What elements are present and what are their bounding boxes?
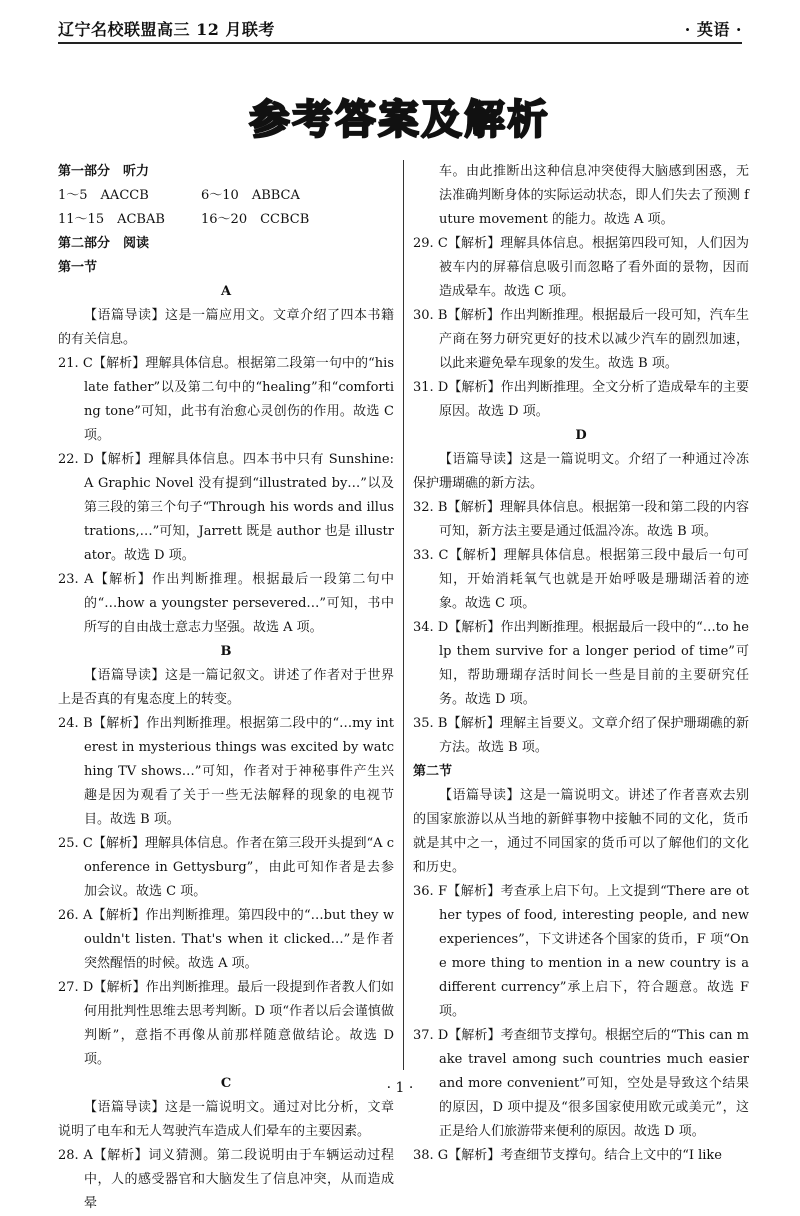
section2-heading: 第二节 [413,764,453,779]
answer-25: 25. C【解析】理解具体信息。作者在第三段开头提到“A conference in Gettysburg”，由此可知作者是去参加会议。故选 C 项。 [58,836,394,899]
answer-36: 36. F【解析】考查承上启下句。上文提到“There are other types of food, interesting people, and new experiences”，下文讲述各个国家的货币，F 项“One more thing to mention in a new country is a different currency”承上启下，符合题意。故选 F 项。 [413,884,749,1019]
page-title: 参考答案及解析 [249,97,551,143]
passage-c-heading: C [220,1076,232,1091]
answer-27: 27. D【解析】作出判断推理。最后一段提到作者教人们如何用批判性思维去思考判断。D 项“作者以后会谨慎做判断”，意指不再像从前那样随意做结论。故选 D 项。 [58,980,394,1067]
passage-a-heading: A [220,284,232,299]
header-exam-name: 辽宁名校联盟高三 12 月联考 [58,20,275,39]
passage-c-intro: 【语篇导读】这是一篇说明文。通过对比分析，文章说明了电车和无人驾驶汽车造成人们晕车的主要因素。 [58,1100,394,1139]
part2-heading: 第二部分 阅读 [58,236,150,251]
answer-22: 22. D【解析】理解具体信息。四本书中只有 Sunshine: A Graphic Novel 没有提到“illustrated by…”以及第三段的第三个句子“Through his words and illustrations,…”可知，Jarrett 既是 author 也是 illustrator。故选 D 项。 [58,452,394,563]
passage-d-heading: D [575,428,587,443]
left-column [58,160,403,1211]
passage-b-intro: 【语篇导读】这是一篇记叙文。讲述了作者对于世界上是否真的有鬼态度上的转变。 [58,668,394,707]
answer-33: 33. C【解析】理解具体信息。根据第三段中最后一句可知，开始消耗氧气也就是开始呼吸是珊瑚活着的迹象。故选 C 项。 [413,548,749,611]
answer-columns [58,160,750,1211]
answer-cell: 6～10 ABBCA [201,188,300,203]
answer-26: 26. A【解析】作出判断推理。第四段中的“…but they wouldn't listen. That's when it clicked…”是作者突然醒悟的时候。故选 A 项。 [58,908,394,971]
header-rule [58,42,742,44]
answer-29: 29. C【解析】理解具体信息。根据第四段可知，人们因为被车内的屏幕信息吸引而忽略了看外面的景物，因而造成晕车。故选 C 项。 [413,236,749,299]
answer-24: 24. B【解析】作出判断推理。根据第二段中的“…my interest in mysterious things was excited by watching TV shows…”可知，作者对于神秘事件产生兴趣是因为观看了关于一些无法解释的现象的电视节目。故选 B 项。 [58,716,394,827]
passage-a-intro: 【语篇导读】这是一篇应用文。文章介绍了四本书籍的有关信息。 [58,308,394,347]
answer-cell: 1～5 AACCB [58,188,149,203]
answer-32: 32. B【解析】理解具体信息。根据第一段和第二段的内容可知，新方法主要是通过低温冷冻。故选 B 项。 [413,500,749,539]
answer-31: 31. D【解析】作出判断推理。全文分析了造成晕车的主要原因。故选 D 项。 [413,380,749,419]
answer-28: 28. A【解析】词义猜测。第二段说明由于车辆运动过程中，人的感受器官和大脑发生了信息冲突，从而造成晕 [58,1148,394,1211]
section2-intro: 【语篇导读】这是一篇说明文。讲述了作者喜欢去别的国家旅游以从当地的新鲜事物中接触不同的文化，货币就是其中之一，通过不同国家的货币可以了解他们的文化和历史。 [413,788,749,875]
answer-34: 34. D【解析】作出判断推理。根据最后一段中的“…to help them survive for a longer period of time”可知，帮助珊瑚存活时间长一些是目前的主要研究任务。故选 D 项。 [413,620,749,707]
section1-heading: 第一节 [58,260,98,275]
answer-23: 23. A【解析】作出判断推理。根据最后一段第二句中的“…how a youngster persevered…”可知，书中所写的自由战士意志力坚强。故选 A 项。 [58,572,394,635]
part1-heading: 第一部分 听力 [58,164,150,179]
answer-row [58,208,394,232]
answer-30: 30. B【解析】作出判断推理。根据最后一段可知，汽车生产商在努力研究更好的技术以减少汽车的剧烈加速，以此来避免晕车现象的发生。故选 B 项。 [413,308,749,371]
right-column [404,160,749,1163]
answer-35: 35. B【解析】理解主旨要义。文章介绍了保护珊瑚礁的新方法。故选 B 项。 [413,716,749,755]
answer-28-continued: 车。由此推断出这种信息冲突使得大脑感到困惑，无法准确判断身体的实际运动状态，即人们失去了预测 future movement 的能力。故选 A 项。 [439,164,749,227]
page-header [58,14,742,40]
page-number: · 1 · [386,1080,414,1096]
answer-38: 38. G【解析】考查细节支撑句。结合上文中的“I like [413,1148,722,1163]
answer-21: 21. C【解析】理解具体信息。根据第二段第一句中的“his late father”以及第二句中的“healing”和“comforting tone”可知，此书有治愈心灵创伤的作用。故选 C 项。 [58,356,394,443]
answer-row [58,184,394,208]
header-subject: · 英语 · [684,20,742,39]
passage-b-heading: B [220,644,232,659]
passage-d-intro: 【语篇导读】这是一篇说明文。介绍了一种通过冷冻保护珊瑚礁的新方法。 [413,452,749,491]
answer-cell: 11～15 ACBAB [58,212,165,227]
answer-37: 37. D【解析】考查细节支撑句。根据空后的“This can make travel among such countries much easier and more convenient”可知，空处是导致这个结果的原因，D 项中提及“很多国家使用欧元或美元”，这正是给人们旅游带来便利的原因。故选 D 项。 [413,1028,749,1139]
answer-cell: 16～20 CCBCB [201,212,310,227]
